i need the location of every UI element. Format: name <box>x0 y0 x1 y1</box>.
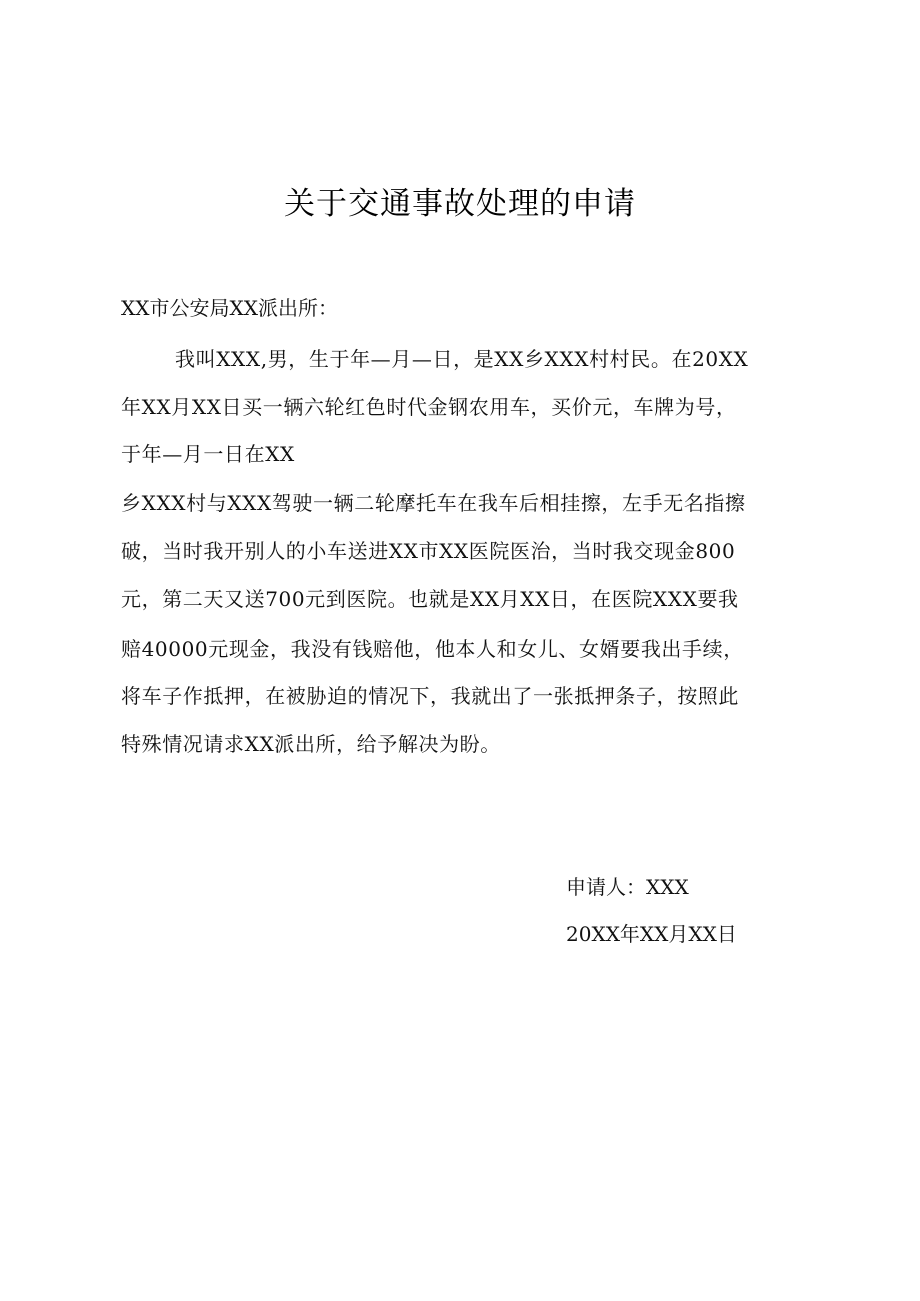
body-line-9: 特殊情况请求XX派出所，给予解决为盼。 <box>121 732 501 756</box>
body-line-7: 赔40000元现金，我没有钱赔他，他本人和女儿、女婿要我出手续， <box>121 637 744 661</box>
signature-date: 20XX年XX月XX日 <box>566 922 737 946</box>
body-line-3: 于年—月一日在XX <box>121 442 295 466</box>
body-line-6: 元，第二天又送700元到医院。也就是XX月XX日，在医院XXX要我 <box>121 587 739 611</box>
applicant-signature: 申请人：XXX <box>566 875 689 899</box>
body-line-5: 破，当时我开别人的小车送进XX市XX医院医治，当时我交现金800 <box>121 539 736 563</box>
body-line-2: 年XX月XX日买一辆六轮红色时代金钢农用车，买价元，车牌为号， <box>121 395 737 419</box>
addressee-line: XX市公安局XX派出所： <box>121 296 338 320</box>
document-title: 关于交通事故处理的申请 <box>284 186 636 222</box>
body-line-4: 乡XXX村与XXX驾驶一辆二轮摩托车在我车后相挂擦，左手无名指擦 <box>121 491 746 515</box>
body-line-1: 我叫XXX,男，生于年—月—日，是XX乡XXX村村民。在20XX <box>175 347 749 371</box>
body-line-8: 将车子作抵押，在被胁迫的情况下，我就出了一张抵押条子，按照此 <box>121 684 739 708</box>
